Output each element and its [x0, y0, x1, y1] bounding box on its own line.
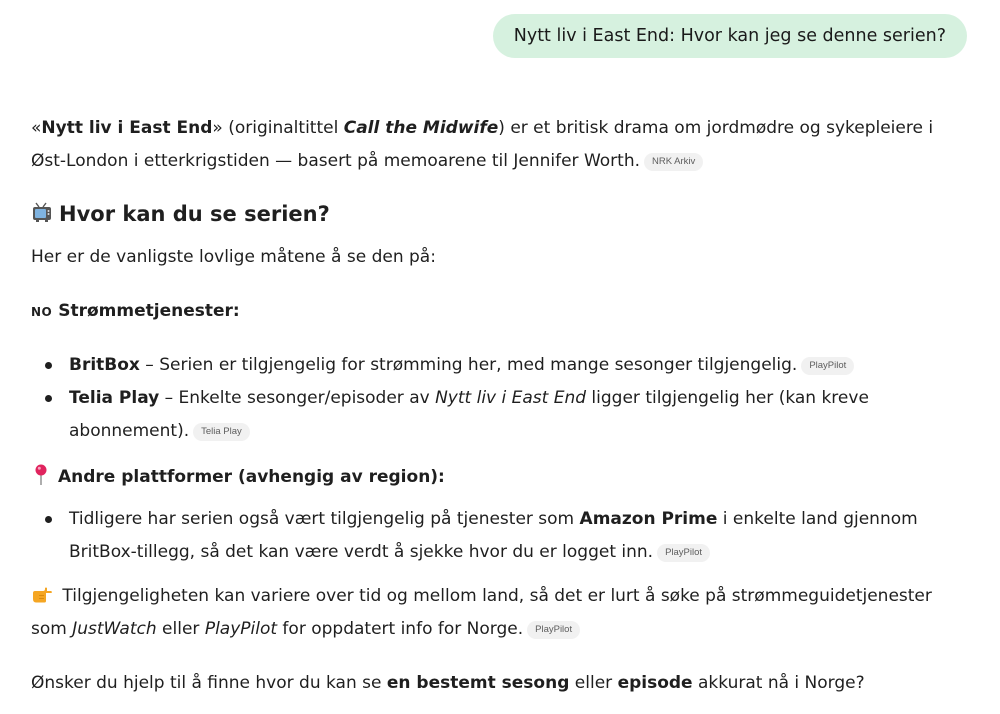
tip-paragraph: Tilgjengeligheten kan variere over tid og mellom land, så det er lurt å søke på strømmeguidetjenester som JustWatch eller PlayPilot for oppdatert info for Norge. PlayPilot: [31, 586, 932, 639]
television-icon: [31, 202, 53, 224]
list-item-telia-play: Telia Play – Enkelte sesonger/episoder av Nytt liv i East End ligger tilgjengelig her (kan kreve abonnement). Telia Play: [31, 382, 969, 448]
other-platforms-heading: Andre plattformer (avhengig av region):: [31, 461, 445, 494]
user-message-bubble: Nytt liv i East End: Hvor kan jeg se denne serien?: [493, 14, 967, 58]
series-title: Nytt liv i East End: [41, 118, 213, 138]
list-item-amazon-prime: Tidligere har serien også vært tilgjengelig på tjenester som Amazon Prime i enkelte land gjennom BritBox-tillegg, så det kan være verdt å sjekke hvor du er logget inn. PlayPilot: [31, 503, 969, 569]
intro-paragraph: «Nytt liv i East End» (originaltittel Call the Midwife) er et britisk drama om jordmødre og sykepleiere i Øst-London i etterkrigstiden — basert på memoarene til Jennifer Worth. NRK Arkiv: [31, 118, 934, 171]
lead-text: Her er de vanligste lovlige måtene å se den på:: [31, 247, 436, 267]
section-heading: Hvor kan du se serien?: [31, 198, 330, 230]
streaming-heading: NO Strømmetjenester:: [31, 301, 240, 321]
source-chip-telia-play[interactable]: Telia Play: [193, 423, 250, 441]
streaming-list: [31, 349, 969, 448]
source-chip-nrk[interactable]: NRK Arkiv: [644, 153, 703, 171]
source-chip-playpilot[interactable]: PlayPilot: [657, 544, 710, 562]
list-item-britbox: BritBox – Serien er tilgjengelig for strømming her, med mange sesonger tilgjengelig. PlayPilot: [31, 349, 969, 382]
pointing-hand-icon: [31, 586, 53, 604]
norway-flag-label: NO: [31, 305, 53, 319]
pin-icon: [34, 464, 48, 486]
other-platforms-list: [31, 503, 969, 569]
source-chip-playpilot[interactable]: PlayPilot: [801, 357, 854, 375]
original-title: Call the Midwife: [343, 118, 499, 138]
follow-up-question: Ønsker du hjelp til å finne hvor du kan se en bestemt sesong eller episode akkurat nå i Norge?: [31, 673, 865, 693]
source-chip-playpilot[interactable]: PlayPilot: [527, 621, 580, 639]
